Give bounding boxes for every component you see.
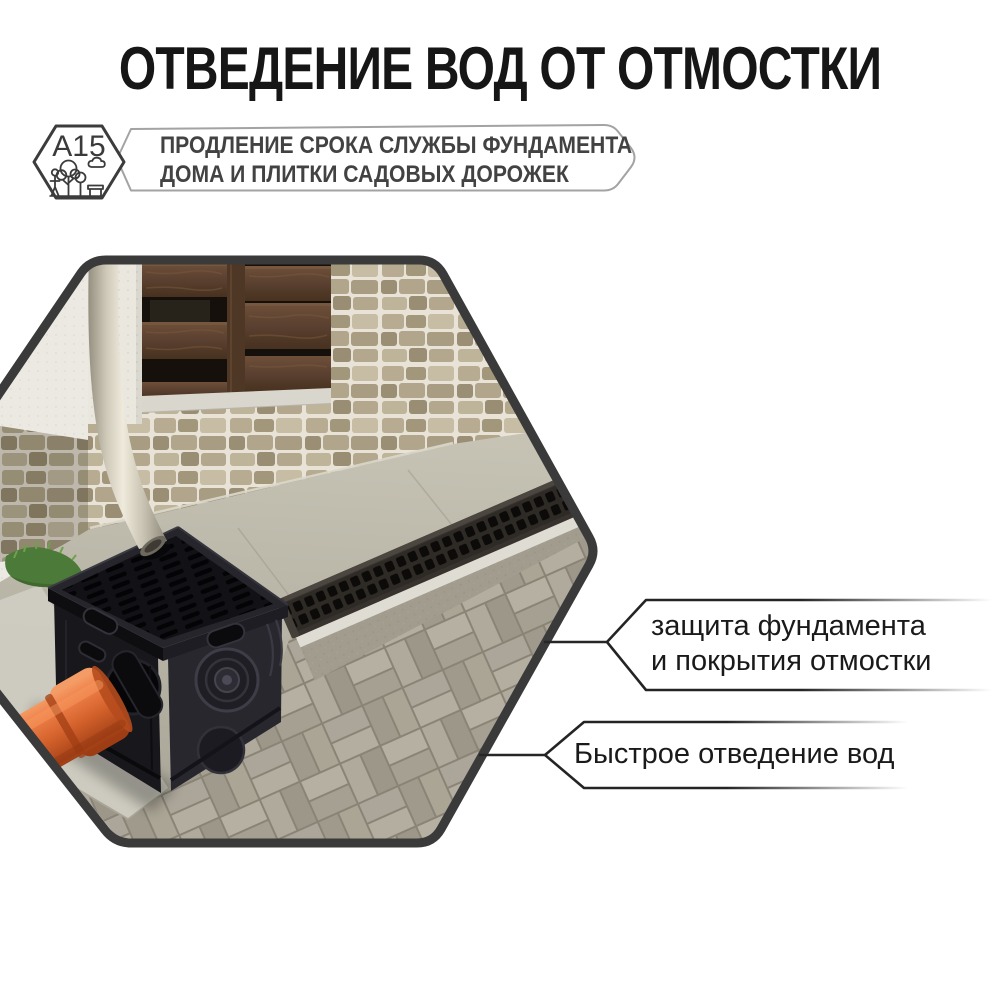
banner-line-2: ДОМА И ПЛИТКИ САДОВЫХ ДОРОЖЕК <box>160 161 569 188</box>
page-title: ОТВЕДЕНИЕ ВОД ОТ ОТМОСТКИ <box>118 35 882 102</box>
callout-1-line-1: защита фундамента <box>651 610 926 642</box>
callout-2-line-1: Быстрое отведение вод <box>574 738 895 770</box>
callout-2-text <box>574 737 894 772</box>
callout-1-text <box>651 609 932 679</box>
banner-line-1: ПРОДЛЕНИЕ СРОКА СЛУЖБЫ ФУНДАМЕНТА <box>160 132 633 159</box>
hexagon-scene-image <box>0 250 640 852</box>
badge-load-class-label: A15 <box>52 130 106 163</box>
fence-post <box>227 252 245 408</box>
callout-1-line-2: и покрытия отмостки <box>651 645 932 677</box>
banner-text <box>160 131 697 189</box>
load-class-badge <box>34 126 124 198</box>
